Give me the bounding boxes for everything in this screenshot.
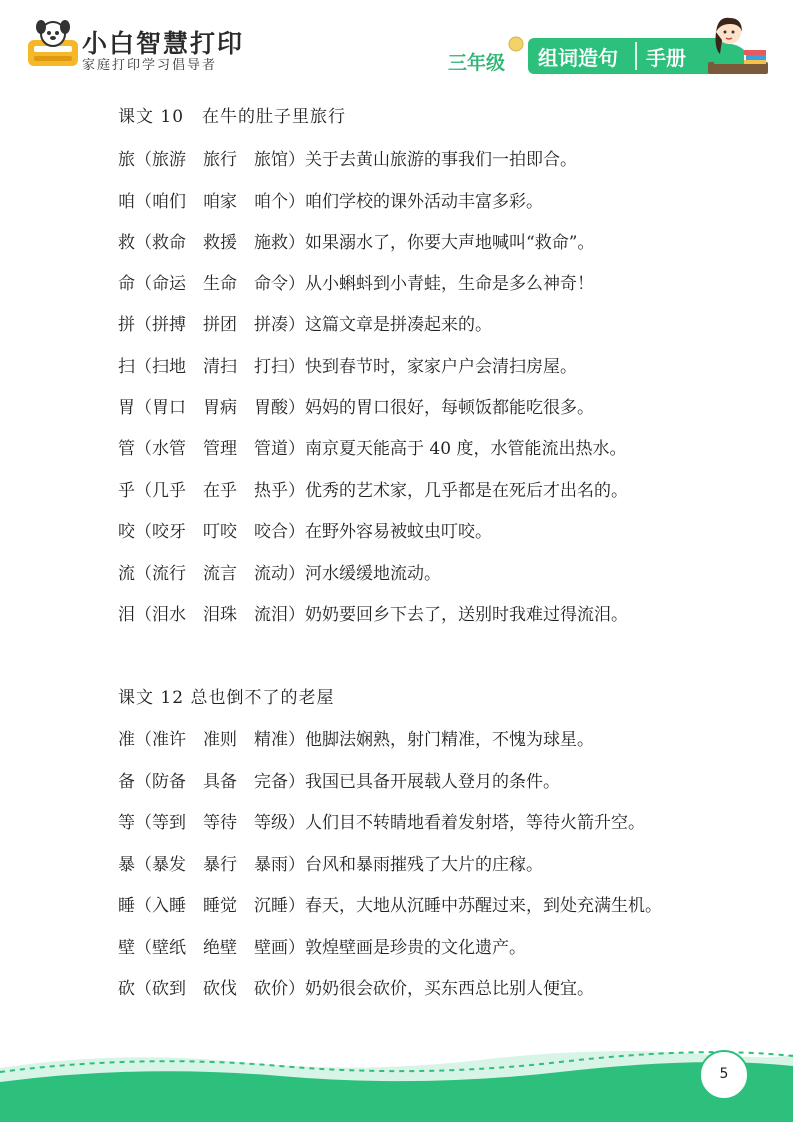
coin-icon xyxy=(508,36,524,52)
brand-name: 小白智慧打印 xyxy=(82,29,245,58)
list-item: 砍（砍到 砍伐 砍价）奶奶很会砍价，买东西总比别人便宜。 xyxy=(118,979,594,999)
section-heading: 课文 12 总也倒不了的老屋 xyxy=(118,688,335,708)
list-item: 乎（几乎 在乎 热乎）优秀的艺术家，几乎都是在死后才出名的。 xyxy=(118,481,628,501)
printer-dog-logo-icon xyxy=(26,18,80,68)
banner-title: 组词造句 xyxy=(538,46,618,70)
list-item: 咱（咱们 咱家 咱个）咱们学校的课外活动丰富多彩。 xyxy=(118,192,543,212)
list-item: 救（救命 救援 施救）如果溺水了，你要大声地喊叫“救命”。 xyxy=(118,233,595,253)
list-item: 备（防备 具备 完备）我国已具备开展载人登月的条件。 xyxy=(118,772,560,792)
list-item: 流（流行 流言 流动）河水缓缓地流动。 xyxy=(118,564,441,584)
footer-wave xyxy=(0,1020,793,1122)
list-item: 暴（暴发 暴行 暴雨）台风和暴雨摧残了大片的庄稼。 xyxy=(118,855,543,875)
section-heading: 课文 10 在牛的肚子里旅行 xyxy=(118,107,347,127)
page-header xyxy=(0,0,793,90)
list-item: 咬（咬牙 叮咬 咬合）在野外容易被蚊虫叮咬。 xyxy=(118,522,492,542)
list-item: 命（命运 生命 命令）从小蝌蚪到小青蛙，生命是多么神奇！ xyxy=(118,274,594,294)
list-item: 管（水管 管理 管道）南京夏天能高于 40 度，水管能流出热水。 xyxy=(118,439,627,459)
list-item: 胃（胃口 胃病 胃酸）妈妈的胃口很好，每顿饭都能吃很多。 xyxy=(118,398,594,418)
girl-with-books-icon xyxy=(700,10,772,76)
list-item: 拼（拼搏 拼团 拼凑）这篇文章是拼凑起来的。 xyxy=(118,315,492,335)
list-item: 睡（入睡 睡觉 沉睡）春天，大地从沉睡中苏醒过来，到处充满生机。 xyxy=(118,896,662,916)
page-number-badge xyxy=(699,1050,749,1100)
banner-subtitle: 手册 xyxy=(646,46,686,70)
list-item: 等（等到 等待 等级）人们目不转睛地看着发射塔，等待火箭升空。 xyxy=(118,813,645,833)
list-item: 旅（旅游 旅行 旅馆）关于去黄山旅游的事我们一拍即合。 xyxy=(118,150,577,170)
brand-slogan: 家庭打印学习倡导者 xyxy=(82,58,218,73)
grade-label: 三年级 xyxy=(448,52,506,74)
list-item: 准（准许 准则 精准）他脚法娴熟，射门精准，不愧为球星。 xyxy=(118,730,594,750)
list-item: 泪（泪水 泪珠 流泪）奶奶要回乡下去了，送别时我难过得流泪。 xyxy=(118,605,628,625)
page-number: 5 xyxy=(719,1066,729,1082)
title-banner xyxy=(528,38,728,74)
list-item: 扫（扫地 清扫 打扫）快到春节时，家家户户会清扫房屋。 xyxy=(118,357,577,377)
banner-divider xyxy=(635,42,637,70)
list-item: 壁（壁纸 绝壁 壁画）敦煌壁画是珍贵的文化遗产。 xyxy=(118,938,526,958)
